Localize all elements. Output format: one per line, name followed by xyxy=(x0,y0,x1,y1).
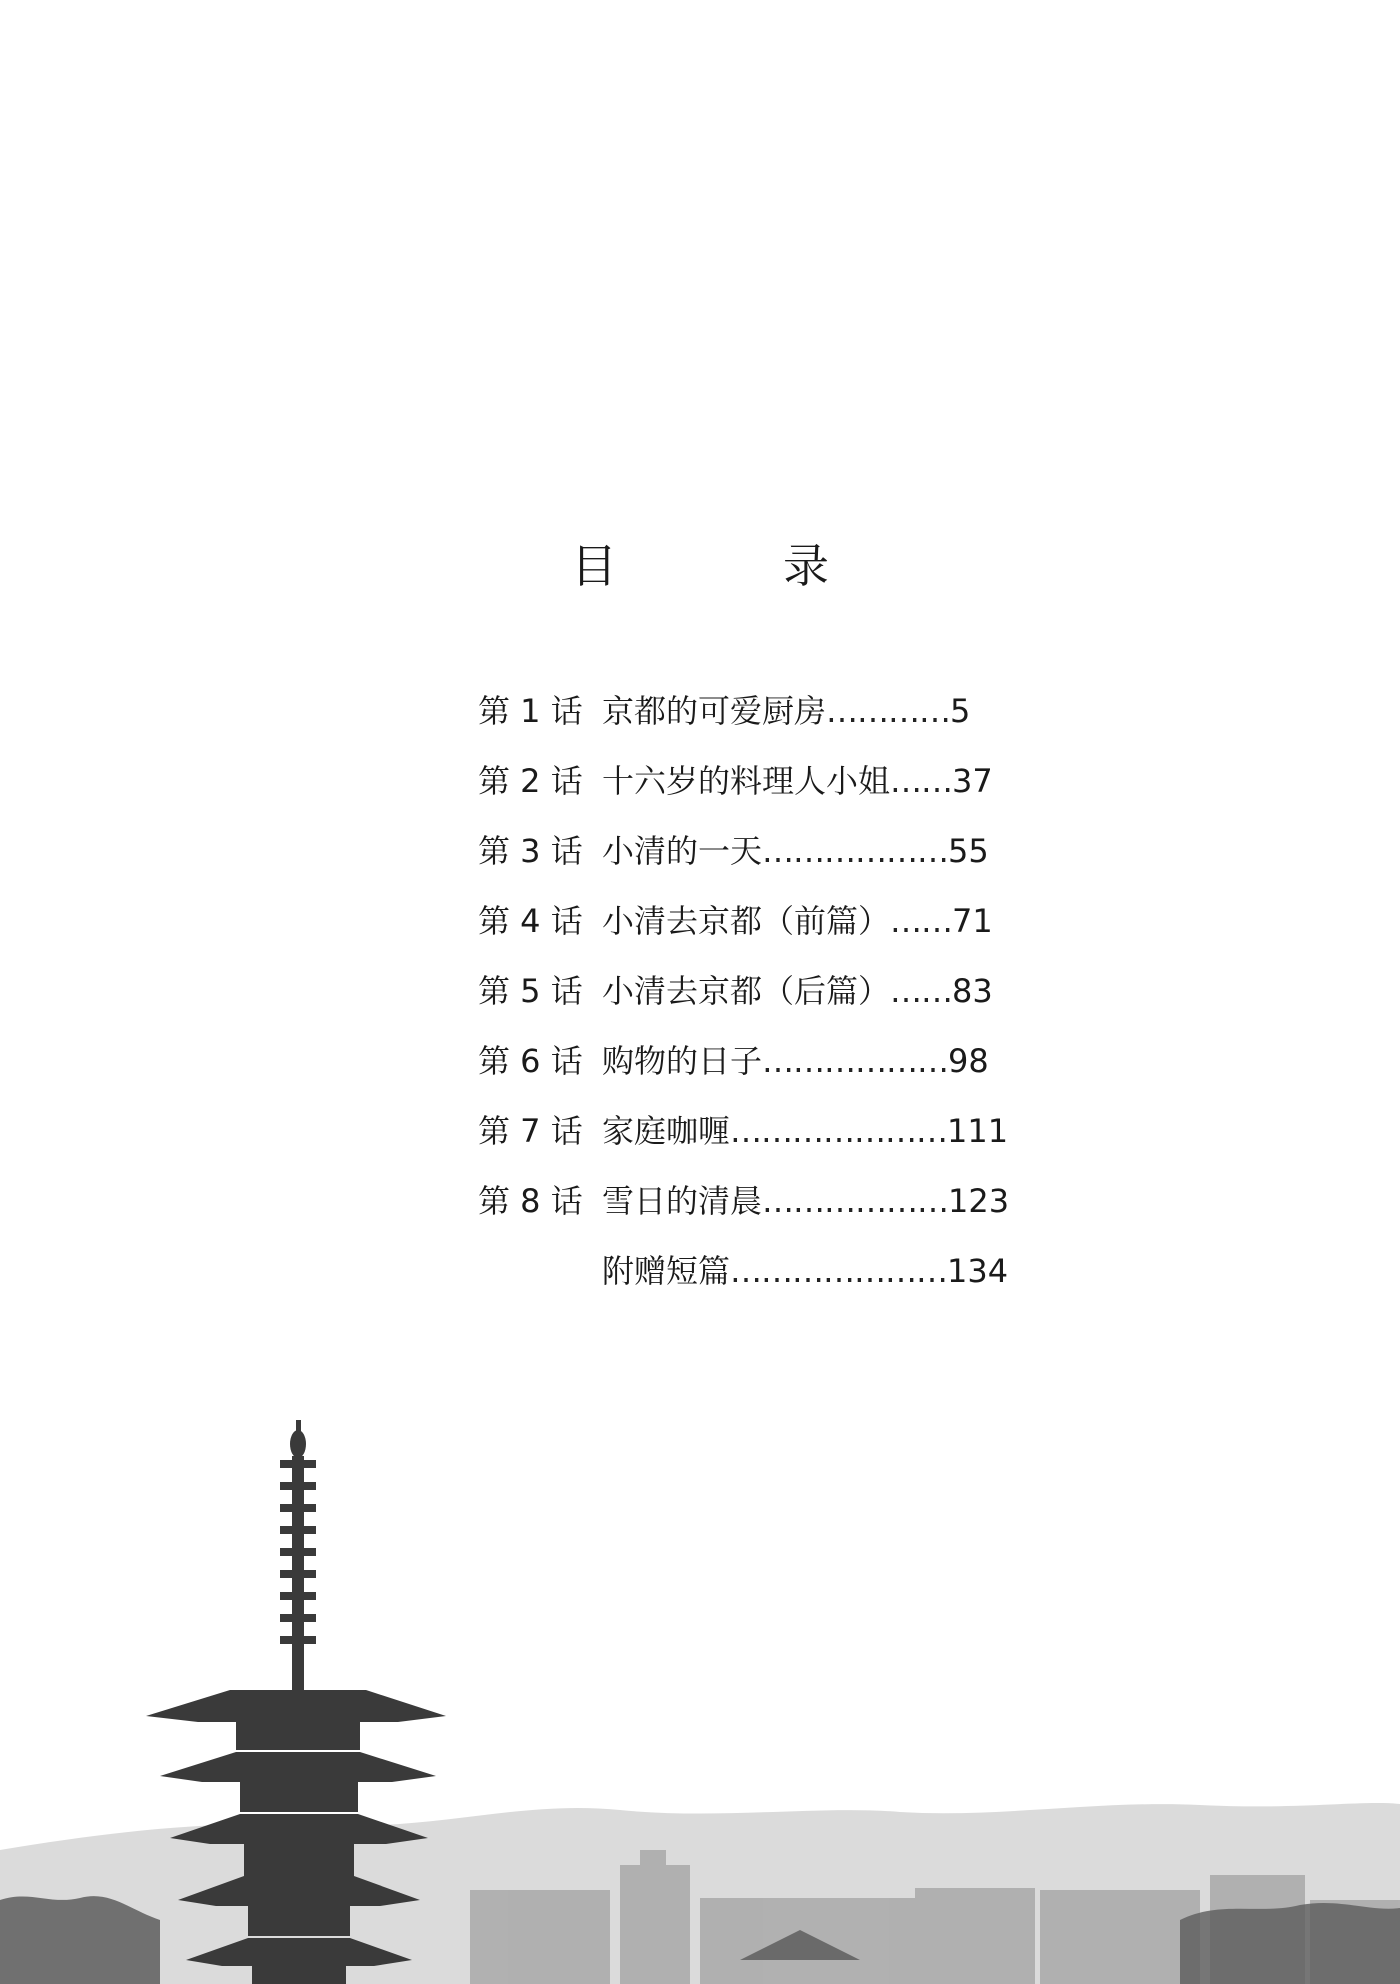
chapter-number: 第 8 话 xyxy=(478,1182,583,1220)
toc-entry[interactable] xyxy=(478,1096,1038,1166)
chapter-title: 小清的一天 xyxy=(602,832,763,870)
toc-entry[interactable] xyxy=(478,746,1038,816)
leader-dots: ……………… xyxy=(762,1042,949,1080)
leader-dots: …… xyxy=(890,902,953,940)
chapter-title: 附赠短篇 xyxy=(602,1252,731,1290)
page-number: 55 xyxy=(948,832,989,870)
page-number: 111 xyxy=(947,1112,1009,1150)
page-number: 83 xyxy=(952,972,993,1010)
chapter-title: 小清去京都（后篇） xyxy=(602,972,891,1010)
toc-entry[interactable] xyxy=(478,1236,1038,1306)
page-title: 目 录 xyxy=(571,539,889,593)
chapter-title: 小清去京都（前篇） xyxy=(602,902,891,940)
pagoda xyxy=(146,1420,446,1984)
page-number: 98 xyxy=(948,1042,989,1080)
pagoda-cityscape-illustration xyxy=(0,1420,1400,1984)
leader-dots: ……………… xyxy=(762,1182,949,1220)
leader-dots: ……………… xyxy=(762,832,949,870)
toc-entry[interactable] xyxy=(478,676,1038,746)
toc-entry[interactable] xyxy=(478,1166,1038,1236)
page-number: 71 xyxy=(952,902,993,940)
toc-entry[interactable] xyxy=(478,1026,1038,1096)
toc-entry[interactable] xyxy=(478,886,1038,956)
page-number: 37 xyxy=(952,762,993,800)
chapter-number: 第 4 话 xyxy=(478,902,583,940)
chapter-title: 京都的可爱厨房 xyxy=(602,692,827,730)
leader-dots: ………………… xyxy=(730,1112,948,1150)
chapter-number: 第 3 话 xyxy=(478,832,583,870)
chapter-title: 家庭咖喱 xyxy=(602,1112,731,1150)
chapter-title: 购物的日子 xyxy=(602,1042,763,1080)
tree-line xyxy=(1180,1903,1400,1984)
leader-dots: …… xyxy=(890,762,953,800)
toc-entry[interactable] xyxy=(478,816,1038,886)
page-number: 134 xyxy=(947,1252,1009,1290)
chapter-number: 第 6 话 xyxy=(478,1042,583,1080)
chapter-title: 十六岁的料理人小姐 xyxy=(602,762,891,800)
leader-dots: ………………… xyxy=(730,1252,948,1290)
chapter-number: 第 7 话 xyxy=(478,1112,583,1150)
leader-dots: …… xyxy=(890,972,953,1010)
chapter-number: 第 2 话 xyxy=(478,762,583,800)
table-of-contents xyxy=(478,676,1038,1306)
page-number: 123 xyxy=(948,1182,1010,1220)
toc-entry[interactable] xyxy=(478,956,1038,1026)
leader-dots: ………… xyxy=(826,692,951,730)
chapter-title: 雪日的清晨 xyxy=(602,1182,763,1220)
chapter-number: 第 1 话 xyxy=(478,692,583,730)
page-number: 5 xyxy=(950,692,971,730)
chapter-number: 第 5 话 xyxy=(478,972,583,1010)
